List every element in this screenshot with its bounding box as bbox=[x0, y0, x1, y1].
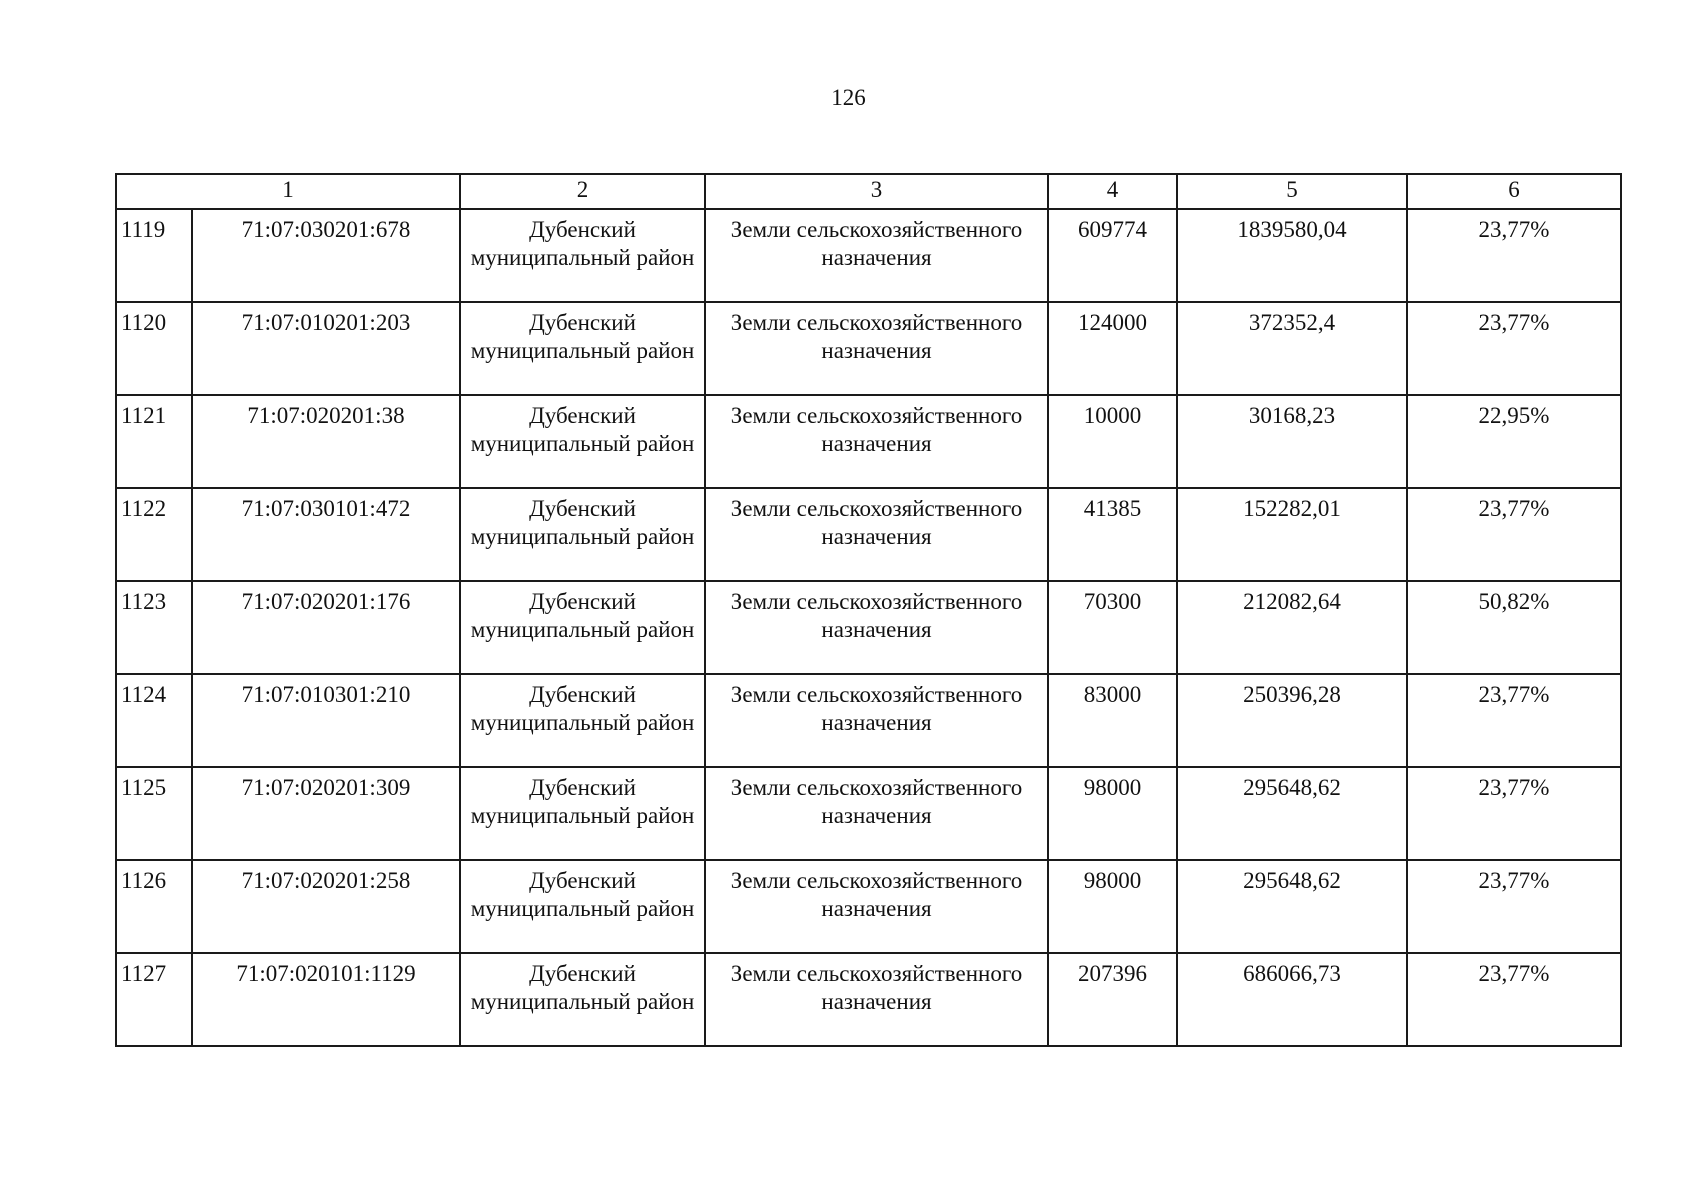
cadastral-value: 295648,62 bbox=[1177, 860, 1407, 953]
district: Дубенский муниципальный район bbox=[460, 860, 705, 953]
cadastral-number: 71:07:020201:176 bbox=[192, 581, 460, 674]
land-category: Земли сельскохозяйственного назначения bbox=[705, 767, 1048, 860]
land-category: Земли сельскохозяйственного назначения bbox=[705, 302, 1048, 395]
land-category: Земли сельскохозяйственного назначения bbox=[705, 860, 1048, 953]
land-category: Земли сельскохозяйственного назначения bbox=[705, 395, 1048, 488]
cadastral-number: 71:07:010301:210 bbox=[192, 674, 460, 767]
area: 207396 bbox=[1048, 953, 1177, 1046]
row-number: 1125 bbox=[116, 767, 192, 860]
area: 609774 bbox=[1048, 209, 1177, 302]
cadastral-value: 30168,23 bbox=[1177, 395, 1407, 488]
table-row bbox=[116, 860, 1621, 953]
column-header-3: 3 bbox=[705, 174, 1048, 209]
percent: 23,77% bbox=[1407, 302, 1621, 395]
area: 98000 bbox=[1048, 860, 1177, 953]
percent: 23,77% bbox=[1407, 209, 1621, 302]
table-row bbox=[116, 953, 1621, 1046]
table-row bbox=[116, 395, 1621, 488]
column-header-1: 1 bbox=[116, 174, 460, 209]
table-row bbox=[116, 581, 1621, 674]
row-number: 1120 bbox=[116, 302, 192, 395]
area: 98000 bbox=[1048, 767, 1177, 860]
cadastral-number: 71:07:020201:38 bbox=[192, 395, 460, 488]
district: Дубенский муниципальный район bbox=[460, 767, 705, 860]
percent: 23,77% bbox=[1407, 767, 1621, 860]
row-number: 1119 bbox=[116, 209, 192, 302]
area: 83000 bbox=[1048, 674, 1177, 767]
land-category: Земли сельскохозяйственного назначения bbox=[705, 674, 1048, 767]
cadastral-number: 71:07:030101:472 bbox=[192, 488, 460, 581]
land-plots-table bbox=[115, 173, 1622, 1047]
table-row bbox=[116, 674, 1621, 767]
area: 41385 bbox=[1048, 488, 1177, 581]
column-header-5: 5 bbox=[1177, 174, 1407, 209]
cadastral-value: 1839580,04 bbox=[1177, 209, 1407, 302]
row-number: 1126 bbox=[116, 860, 192, 953]
district: Дубенский муниципальный район bbox=[460, 953, 705, 1046]
cadastral-value: 686066,73 bbox=[1177, 953, 1407, 1046]
cadastral-number: 71:07:020201:309 bbox=[192, 767, 460, 860]
land-category: Земли сельскохозяйственного назначения bbox=[705, 488, 1048, 581]
district: Дубенский муниципальный район bbox=[460, 674, 705, 767]
district: Дубенский муниципальный район bbox=[460, 209, 705, 302]
district: Дубенский муниципальный район bbox=[460, 581, 705, 674]
area: 70300 bbox=[1048, 581, 1177, 674]
header-row bbox=[116, 174, 1621, 209]
column-header-4: 4 bbox=[1048, 174, 1177, 209]
cadastral-number: 71:07:020101:1129 bbox=[192, 953, 460, 1046]
row-number: 1124 bbox=[116, 674, 192, 767]
land-category: Земли сельскохозяйственного назначения bbox=[705, 953, 1048, 1046]
percent: 50,82% bbox=[1407, 581, 1621, 674]
row-number: 1122 bbox=[116, 488, 192, 581]
cadastral-value: 295648,62 bbox=[1177, 767, 1407, 860]
row-number: 1121 bbox=[116, 395, 192, 488]
percent: 23,77% bbox=[1407, 860, 1621, 953]
column-header-6: 6 bbox=[1407, 174, 1621, 209]
cadastral-value: 212082,64 bbox=[1177, 581, 1407, 674]
percent: 23,77% bbox=[1407, 953, 1621, 1046]
row-number: 1127 bbox=[116, 953, 192, 1046]
cadastral-value: 250396,28 bbox=[1177, 674, 1407, 767]
page-number: 126 bbox=[831, 85, 866, 110]
table-row bbox=[116, 302, 1621, 395]
table-header bbox=[116, 174, 1621, 209]
table-row bbox=[116, 488, 1621, 581]
table-row bbox=[116, 767, 1621, 860]
percent: 23,77% bbox=[1407, 674, 1621, 767]
cadastral-value: 152282,01 bbox=[1177, 488, 1407, 581]
percent: 23,77% bbox=[1407, 488, 1621, 581]
district: Дубенский муниципальный район bbox=[460, 488, 705, 581]
cadastral-number: 71:07:010201:203 bbox=[192, 302, 460, 395]
district: Дубенский муниципальный район bbox=[460, 395, 705, 488]
area: 10000 bbox=[1048, 395, 1177, 488]
land-category: Земли сельскохозяйственного назначения bbox=[705, 209, 1048, 302]
row-number: 1123 bbox=[116, 581, 192, 674]
land-category: Земли сельскохозяйственного назначения bbox=[705, 581, 1048, 674]
area: 124000 bbox=[1048, 302, 1177, 395]
cadastral-value: 372352,4 bbox=[1177, 302, 1407, 395]
district: Дубенский муниципальный район bbox=[460, 302, 705, 395]
column-header-2: 2 bbox=[460, 174, 705, 209]
cadastral-number: 71:07:020201:258 bbox=[192, 860, 460, 953]
cadastral-number: 71:07:030201:678 bbox=[192, 209, 460, 302]
table-row bbox=[116, 209, 1621, 302]
table-body bbox=[116, 209, 1621, 1046]
percent: 22,95% bbox=[1407, 395, 1621, 488]
